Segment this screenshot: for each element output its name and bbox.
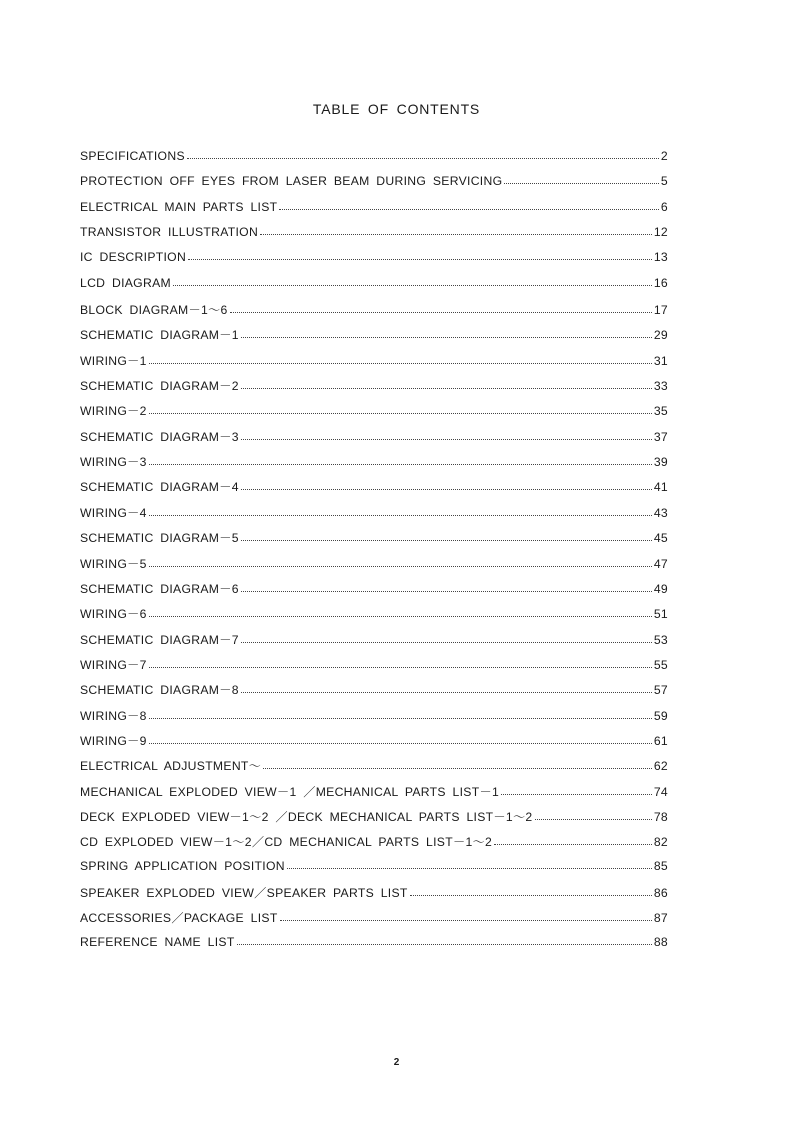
toc-entry-label: WIRING－8	[80, 708, 147, 723]
toc-entry-page: 12	[653, 225, 668, 240]
dot-leader	[149, 613, 652, 617]
toc-entry-page: 53	[653, 632, 668, 647]
table-of-contents	[80, 149, 668, 960]
toc-entry-page: 37	[653, 429, 668, 444]
toc-entry	[80, 453, 668, 478]
dot-leader	[504, 180, 659, 184]
page-number: 2	[393, 1057, 400, 1068]
toc-entry	[80, 504, 668, 529]
toc-entry	[80, 301, 668, 326]
toc-entry	[80, 529, 668, 554]
toc-entry-page: 57	[653, 683, 668, 698]
toc-entry-page: 31	[653, 353, 668, 368]
toc-entry-page: 74	[653, 784, 668, 799]
dot-leader	[149, 664, 652, 668]
toc-entry-page: 61	[653, 733, 668, 748]
dot-leader	[280, 917, 652, 921]
dot-leader	[149, 563, 652, 567]
toc-entry	[80, 149, 668, 174]
page-title: TABLE OF CONTENTS	[312, 101, 481, 117]
toc-entry-label: SPECIFICATIONS	[80, 149, 185, 163]
toc-entry-page: 16	[653, 275, 668, 290]
toc-entry	[80, 707, 668, 732]
toc-entry	[80, 859, 668, 884]
toc-entry-label: MECHANICAL EXPLODED VIEW－1 ／MECHANICAL PARTS LIST－1	[80, 784, 500, 799]
toc-entry	[80, 580, 668, 605]
dot-leader	[149, 461, 652, 465]
toc-entry-page: 2	[660, 149, 668, 163]
dot-leader	[237, 941, 652, 945]
toc-entry-label: SPEAKER EXPLODED VIEW／SPEAKER PARTS LIST	[80, 885, 408, 900]
toc-entry-page: 88	[653, 934, 668, 949]
dot-leader	[230, 309, 652, 313]
toc-entry-label: TRANSISTOR ILLUSTRATION	[80, 225, 259, 240]
dot-leader	[494, 841, 652, 845]
toc-entry	[80, 428, 668, 453]
dot-leader	[260, 231, 652, 235]
toc-entry-page: 47	[653, 556, 668, 571]
toc-entry-label: WIRING－6	[80, 607, 147, 622]
dot-leader	[187, 155, 659, 159]
toc-entry	[80, 174, 668, 199]
dot-leader	[173, 282, 652, 286]
toc-entry	[80, 884, 668, 909]
dot-leader	[241, 334, 652, 338]
toc-entry-label: SCHEMATIC DIAGRAM－6	[80, 581, 239, 596]
toc-entry	[80, 783, 668, 808]
dot-leader	[535, 816, 652, 820]
toc-entry	[80, 681, 668, 706]
dot-leader	[149, 360, 652, 364]
toc-entry	[80, 402, 668, 427]
toc-entry	[80, 352, 668, 377]
toc-entry-page: 59	[653, 708, 668, 723]
toc-entry-label: WIRING－4	[80, 505, 147, 520]
toc-entry-page: 51	[653, 607, 668, 622]
toc-entry	[80, 250, 668, 275]
toc-entry	[80, 326, 668, 351]
toc-entry-page: 85	[653, 858, 668, 873]
toc-entry-label: WIRING－9	[80, 733, 147, 748]
toc-entry-page: 35	[653, 404, 668, 419]
toc-entry-label: BLOCK DIAGRAM－1～6	[80, 303, 228, 318]
toc-entry-label: SCHEMATIC DIAGRAM－1	[80, 328, 239, 343]
toc-entry-page: 33	[653, 379, 668, 394]
toc-entry	[80, 909, 668, 934]
toc-entry-page: 86	[653, 885, 668, 900]
toc-entry	[80, 732, 668, 757]
toc-entry-label: SCHEMATIC DIAGRAM－4	[80, 480, 239, 495]
dot-leader	[149, 715, 652, 719]
toc-entry-label: ELECTRICAL ADJUSTMENT～	[80, 759, 262, 774]
toc-entry-label: CD EXPLODED VIEW－1～2／CD MECHANICAL PARTS LIST－1～2	[80, 835, 493, 850]
toc-entry-label: SCHEMATIC DIAGRAM－8	[80, 683, 239, 698]
dot-leader	[149, 740, 652, 744]
dot-leader	[279, 206, 659, 210]
toc-entry	[80, 478, 668, 503]
toc-entry-page: 78	[653, 809, 668, 824]
toc-entry	[80, 377, 668, 402]
toc-entry-label: ELECTRICAL MAIN PARTS LIST	[80, 199, 278, 214]
toc-entry-label: ACCESSORIES／PACKAGE LIST	[80, 911, 278, 926]
toc-entry-label: WIRING－3	[80, 455, 147, 470]
toc-entry-page: 43	[653, 505, 668, 520]
toc-entry	[80, 631, 668, 656]
toc-entry	[80, 808, 668, 833]
toc-entry	[80, 757, 668, 782]
toc-entry	[80, 935, 668, 960]
toc-entry	[80, 225, 668, 250]
dot-leader	[241, 639, 652, 643]
toc-entry-page: 6	[660, 199, 668, 214]
toc-entry-page: 13	[653, 250, 668, 265]
dot-leader	[287, 865, 652, 869]
toc-entry-label: PROTECTION OFF EYES FROM LASER BEAM DURING SERVICING	[80, 174, 503, 189]
toc-entry-label: WIRING－7	[80, 657, 147, 672]
toc-entry-label: SPRING APPLICATION POSITION	[80, 858, 285, 873]
dot-leader	[410, 892, 652, 896]
toc-entry	[80, 833, 668, 858]
dot-leader	[501, 791, 652, 795]
dot-leader	[241, 689, 652, 693]
toc-entry-label: SCHEMATIC DIAGRAM－5	[80, 531, 239, 546]
toc-entry-page: 39	[653, 455, 668, 470]
toc-entry-label: WIRING－5	[80, 556, 147, 571]
dot-leader	[241, 385, 652, 389]
toc-entry	[80, 605, 668, 630]
toc-entry-label: SCHEMATIC DIAGRAM－2	[80, 379, 239, 394]
toc-entry-label: SCHEMATIC DIAGRAM－3	[80, 429, 239, 444]
toc-entry-page: 62	[653, 759, 668, 774]
toc-entry-page: 29	[653, 328, 668, 343]
toc-entry-page: 82	[653, 835, 668, 850]
dot-leader	[263, 765, 652, 769]
toc-entry-page: 5	[660, 174, 668, 189]
toc-entry-label: WIRING－1	[80, 353, 147, 368]
toc-entry	[80, 200, 668, 225]
dot-leader	[241, 537, 652, 541]
dot-leader	[241, 588, 652, 592]
toc-entry	[80, 276, 668, 301]
toc-entry-label: WIRING－2	[80, 404, 147, 419]
dot-leader	[149, 512, 652, 516]
toc-entry-page: 41	[653, 480, 668, 495]
toc-entry-page: 55	[653, 657, 668, 672]
toc-entry	[80, 656, 668, 681]
toc-entry-page: 87	[653, 911, 668, 926]
toc-entry-label: DECK EXPLODED VIEW－1～2 ／DECK MECHANICAL PARTS LIST－1～2	[80, 809, 533, 824]
toc-entry	[80, 555, 668, 580]
dot-leader	[149, 410, 652, 414]
toc-entry-label: REFERENCE NAME LIST	[80, 934, 235, 949]
dot-leader	[188, 256, 652, 260]
toc-entry-label: SCHEMATIC DIAGRAM－7	[80, 632, 239, 647]
dot-leader	[241, 486, 652, 490]
toc-entry-page: 45	[653, 531, 668, 546]
toc-entry-page: 17	[653, 303, 668, 318]
toc-entry-label: LCD DIAGRAM	[80, 275, 171, 290]
dot-leader	[241, 436, 652, 440]
toc-entry-page: 49	[653, 581, 668, 596]
toc-entry-label: IC DESCRIPTION	[80, 250, 187, 265]
